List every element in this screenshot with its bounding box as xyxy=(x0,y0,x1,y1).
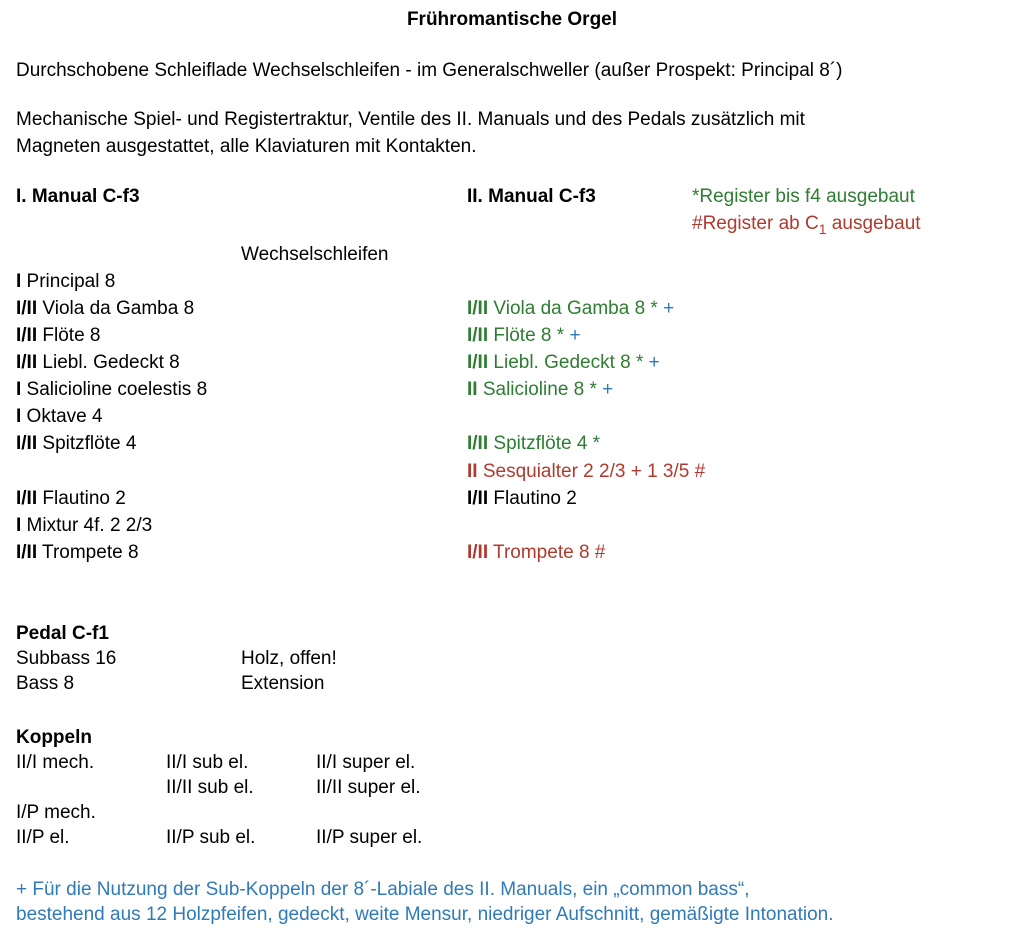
stop-name: Spitzflöte 4 * xyxy=(488,433,601,454)
stop-name: Sesquialter 2 2/3 + 1 3/5 # xyxy=(477,461,706,482)
manual1-stop xyxy=(16,430,136,457)
manual1-stop xyxy=(16,376,207,403)
stop-name: Principal 8 xyxy=(21,271,116,292)
manual1-stop xyxy=(16,539,139,566)
stop-name: Trompete 8 xyxy=(37,542,139,563)
legend-hash-suffix: ausgebaut xyxy=(826,213,921,234)
division-prefix: I/II xyxy=(16,433,38,454)
manual2-stop xyxy=(467,485,577,512)
stop-name: Flöte 8 xyxy=(37,325,101,346)
coupler: II/I sub el. xyxy=(166,752,249,773)
division-prefix: I/II xyxy=(16,325,38,346)
coupler: II/P el. xyxy=(16,827,70,848)
division-prefix: I/II xyxy=(467,325,489,346)
manual2-stop xyxy=(467,430,600,457)
pedal-heading: Pedal C-f1 xyxy=(16,623,109,644)
manual2-stop xyxy=(467,322,581,349)
division-prefix: I/II xyxy=(16,352,38,373)
stop-name: Flöte 8 * xyxy=(488,325,565,346)
division-prefix: II xyxy=(467,379,478,400)
common-bass-marker: + xyxy=(564,325,581,346)
stop-name: Viola da Gamba 8 xyxy=(37,298,195,319)
stop-name: Spitzflöte 4 xyxy=(37,433,137,454)
division-prefix: I/II xyxy=(467,352,489,373)
manual1-stop xyxy=(16,485,126,512)
division-prefix: I xyxy=(16,271,22,292)
common-bass-marker: + xyxy=(596,379,614,400)
stop-name: Flautino 2 xyxy=(37,488,126,509)
intro-wind-chest: Durchschobene Schleiflade Wechselschleifen - im Generalschweller (außer Prospekt: Principal 8´) xyxy=(16,60,843,81)
pedal-stop-note: Holz, offen! xyxy=(241,648,337,669)
wechselschleifen-label: Wechselschleifen xyxy=(241,244,389,265)
manual2-stop xyxy=(467,458,705,485)
division-prefix: I/II xyxy=(467,542,489,563)
manual1-stop xyxy=(16,349,180,376)
division-prefix: I/II xyxy=(467,488,489,509)
coupler: II/I super el. xyxy=(316,752,416,773)
legend-hash-text: #Register ab C xyxy=(692,213,819,234)
pedal-stop-note: Extension xyxy=(241,673,325,694)
intro-action-line1: Mechanische Spiel- und Registertraktur, Ventile des II. Manuals und des Pedals zusätzlich mit xyxy=(16,109,805,130)
intro-action-line2: Magneten ausgestattet, alle Klaviaturen mit Kontakten. xyxy=(16,136,477,157)
division-prefix: I/II xyxy=(16,488,38,509)
common-bass-marker: + xyxy=(657,298,675,319)
manual1-stop xyxy=(16,322,101,349)
legend-hash-subscript: 1 xyxy=(818,221,827,237)
stop-name: Salicioline coelestis 8 xyxy=(21,379,208,400)
division-prefix: I/II xyxy=(467,298,489,319)
manual2-stop xyxy=(467,376,613,403)
stop-name: Viola da Gamba 8 * xyxy=(488,298,658,319)
manual1-heading: I. Manual C-f3 xyxy=(16,186,140,207)
legend-star: *Register bis f4 ausgebaut xyxy=(692,186,915,207)
stop-name: Trompete 8 # xyxy=(488,542,606,563)
manual2-heading: II. Manual C-f3 xyxy=(467,186,596,207)
division-prefix: I/II xyxy=(16,542,38,563)
manual2-stop xyxy=(467,539,605,566)
division-prefix: I/II xyxy=(16,298,38,319)
footnote-line1: + Für die Nutzung der Sub-Koppeln der 8´-Labiale des II. Manuals, ein „common bass“, xyxy=(16,879,750,900)
stop-name: Liebl. Gedeckt 8 xyxy=(37,352,180,373)
stop-name: Liebl. Gedeckt 8 * xyxy=(488,352,644,373)
manual1-stop xyxy=(16,512,152,539)
stop-name: Mixtur 4f. 2 2/3 xyxy=(21,515,153,536)
stop-name: Salicioline 8 * xyxy=(477,379,597,400)
coupler: II/II super el. xyxy=(316,777,421,798)
coupler: II/P sub el. xyxy=(166,827,256,848)
koppeln-heading: Koppeln xyxy=(16,727,92,748)
coupler: II/I mech. xyxy=(16,752,95,773)
pedal-stop-name: Subbass 16 xyxy=(16,648,117,669)
division-prefix: I xyxy=(16,406,22,427)
stop-name: Flautino 2 xyxy=(488,488,577,509)
stop-name: Oktave 4 xyxy=(21,406,103,427)
coupler: II/P super el. xyxy=(316,827,423,848)
division-prefix: I xyxy=(16,379,22,400)
coupler: I/P mech. xyxy=(16,802,96,823)
manual1-stop xyxy=(16,403,103,430)
division-prefix: I/II xyxy=(467,433,489,454)
coupler: II/II sub el. xyxy=(166,777,254,798)
manual1-stop xyxy=(16,268,115,295)
common-bass-marker: + xyxy=(643,352,660,373)
manual2-stop xyxy=(467,349,660,376)
legend-hash xyxy=(692,210,921,237)
division-prefix: I xyxy=(16,515,22,536)
division-prefix: II xyxy=(467,461,478,482)
footnote-line2: bestehend aus 12 Holzpfeifen, gedeckt, weite Mensur, niedriger Aufschnitt, gemäßigte Intonation. xyxy=(16,904,834,925)
page-title: Frühromantische Orgel xyxy=(406,9,618,30)
manual1-stop xyxy=(16,295,194,322)
manual2-stop xyxy=(467,295,674,322)
pedal-stop-name: Bass 8 xyxy=(16,673,75,694)
